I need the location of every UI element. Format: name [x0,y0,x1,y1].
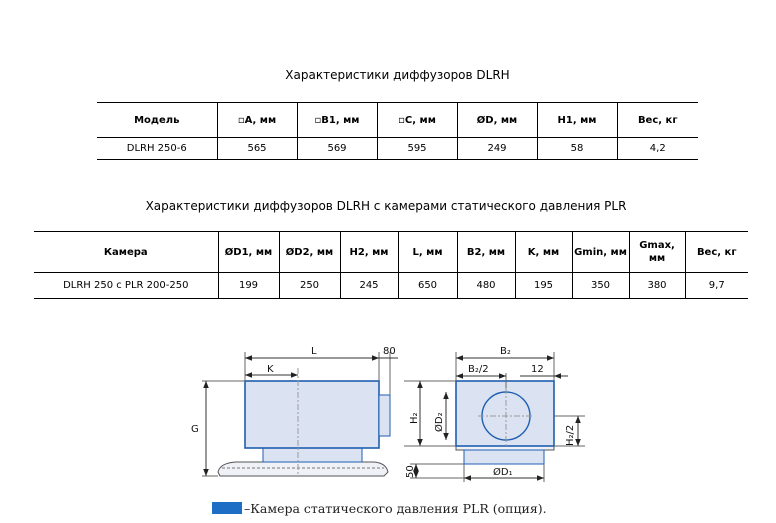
table-cell: 569 [297,138,377,160]
dim-H2-label: H₂ [409,412,420,424]
column-header: Вес, кг [617,103,698,138]
dim-B2-half-label: B₂/2 [468,364,489,375]
table-cell: DLRH 250-6 [126,143,187,154]
column-header: ▫B1, мм [297,103,377,138]
column-header: ØD, мм [457,103,537,138]
table-cell: 480 [457,273,515,299]
column-header: K, мм [515,232,572,273]
table-cell: 195 [515,273,572,299]
column-header: H2, мм [340,232,398,273]
column-header: Модель [134,114,180,126]
dim-D2-label: ØD₂ [434,412,445,432]
table-cell: 249 [457,138,537,160]
column-header: L, мм [398,232,457,273]
column-header: B2, мм [457,232,515,273]
legend-text: –Камера статического давления PLR (опция). [244,500,547,516]
column-header: ▫A, мм [217,103,297,138]
table-cell: 350 [572,273,629,299]
table-cell: 245 [340,273,398,299]
column-header: ▫C, мм [377,103,457,138]
legend-swatch [212,502,242,514]
table-cell: 565 [217,138,297,160]
column-header: ØD1, мм [218,232,279,273]
table-cell: 250 [279,273,340,299]
column-header: ØD2, мм [279,232,340,273]
table-cell: 650 [398,273,457,299]
column-header: Вес, кг [685,232,748,273]
table2-title: Характеристики диффузоров DLRH с камерами статического давления PLR [145,199,627,213]
dim-D1-label: ØD₁ [493,467,513,478]
dim-50-label: 50 [405,465,416,478]
dim-G-label: G [191,424,199,435]
dim-L-label: L [311,346,317,357]
column-header: H1, мм [537,103,617,138]
table-cell: 9,7 [685,273,748,299]
front-view [404,352,585,482]
dim-80-label: 80 [383,346,396,357]
plenum-box [245,381,379,448]
dim-B2-label: B₂ [500,346,511,357]
column-header: Gmin, мм [572,232,629,273]
dim-K-label: K [267,364,274,375]
table-cell: 595 [377,138,457,160]
column-header: Камера [103,246,148,258]
plenum-spigot [379,395,390,436]
front-neck [464,450,544,464]
dim-12-label: 12 [531,364,544,375]
table-cell: 4,2 [617,138,698,160]
side-view [202,352,398,476]
plenum-neck [263,448,362,462]
diffuser-base-side [218,462,388,476]
dim-H2-half-label: H₂/2 [565,424,576,446]
legend [212,500,547,516]
table-cell: DLRH 250 с PLR 200-250 [63,280,189,291]
table-cell: 58 [537,138,617,160]
table1-title: Характеристики диффузоров DLRH [285,68,510,82]
table-cell: 380 [629,273,685,299]
column-header: Gmax, мм [629,232,685,273]
table-cell: 199 [218,273,279,299]
